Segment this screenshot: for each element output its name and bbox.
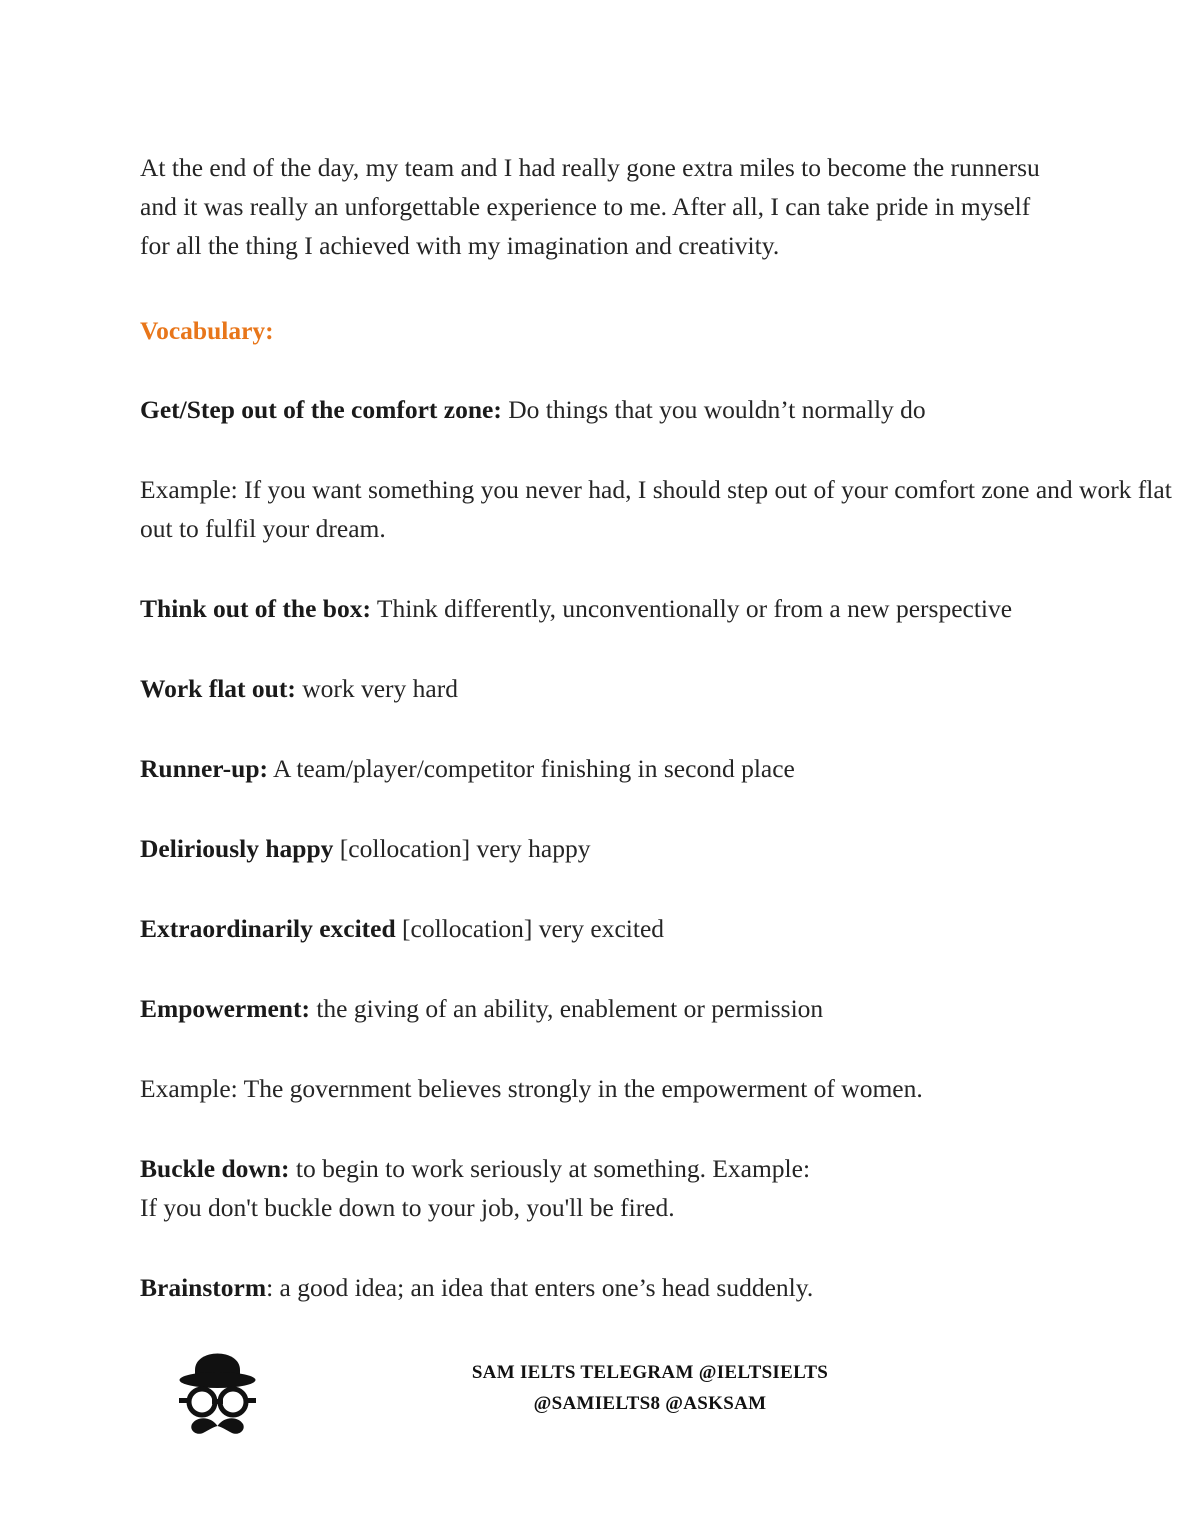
document-body [140,148,1190,1348]
bowler-hat-moustache-logo-icon [165,1334,270,1444]
vocab-definition: work very hard [295,674,458,703]
vocab-example-buckle-down: If you don't buckle down to your job, you'll be fired. [140,1193,675,1222]
vocab-definition: to begin to work seriously at something. Example: [289,1154,811,1183]
vocab-term: Deliriously happy [140,834,334,863]
footer-line-2: @SAMIELTS8 @ASKSAM [533,1393,767,1414]
vocabulary-heading: Vocabulary: [140,316,274,345]
footer-credit [415,1362,885,1415]
vocab-entry-brainstorm [140,1268,1190,1307]
vocab-term: Runner-up: [140,754,268,783]
intro-paragraph [140,148,1190,265]
vocab-definition: A team/player/competitor finishing in second place [268,754,795,783]
page-footer [140,1334,1040,1444]
intro-line-3: for all the thing I achieved with my imagination and creativity. [140,231,780,260]
vocab-entry-deliriously-happy [140,829,1190,868]
vocab-entry-work-flat-out [140,669,1190,708]
vocab-entry-runner-up [140,749,1190,788]
vocab-definition: : a good idea; an idea that enters one’s head suddenly. [266,1273,814,1302]
vocab-entry-extraordinarily-excited [140,909,1190,948]
vocab-term: Brainstorm [140,1273,267,1302]
intro-line-2: and it was really an unforgettable experience to me. After all, I can take pride in myself [140,192,1031,221]
vocab-definition: the giving of an ability, enablement or permission [309,994,824,1023]
vocab-definition: [collocation] very excited [395,914,665,943]
vocab-term: Work flat out: [140,674,296,703]
footer-line-1: SAM IELTS TELEGRAM @IELTSIELTS [471,1362,829,1383]
vocab-entry-comfort-zone [140,390,1190,429]
vocab-example-empowerment: Example: The government believes strongly in the empowerment of women. [140,1074,923,1103]
vocab-definition: Think differently, unconventionally or from a new perspective [370,594,1013,623]
vocab-entry-buckle-down [140,1149,1190,1227]
vocab-entry-empowerment [140,989,1190,1028]
vocab-definition: [collocation] very happy [333,834,591,863]
vocab-entry-think-out-of-the-box [140,589,1190,628]
intro-line-1: At the end of the day, my team and I had really gone extra miles to become the runnersu [140,153,1040,182]
vocab-definition: Do things that you wouldn’t normally do [501,395,926,424]
vocab-example-comfort-zone: Example: If you want something you never had, I should step out of your comfort zone and work flat out to fulfil your dream. [140,475,1172,543]
vocab-term: Extraordinarily excited [140,914,396,943]
vocab-term: Get/Step out of the comfort zone: [140,395,502,424]
vocab-term: Empowerment: [140,994,310,1023]
vocab-term: Buckle down: [140,1154,290,1183]
vocab-term: Think out of the box: [140,594,371,623]
